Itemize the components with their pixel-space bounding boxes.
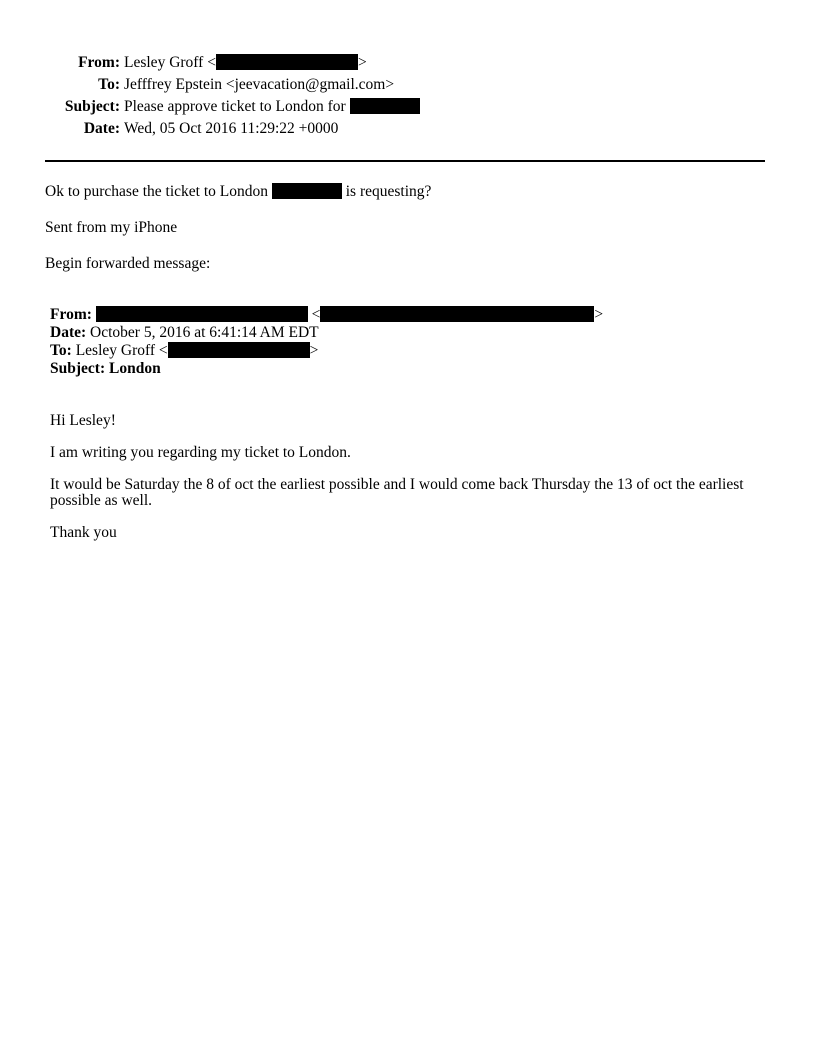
body-line-1 [45, 183, 431, 201]
redacted-sender-name [96, 306, 308, 322]
header-divider [45, 160, 765, 162]
forwarded-header [50, 306, 603, 378]
closing: Thank you [50, 524, 117, 541]
angle-close: > [594, 306, 604, 323]
angle-open: < [158, 342, 168, 359]
fwd-from-label: From: [50, 306, 92, 323]
greeting: Hi Lesley! [50, 412, 116, 429]
fwd-date-row [50, 324, 603, 342]
fwd-paragraph-1: I am writing you regarding my ticket to London. [50, 444, 351, 461]
fwd-paragraph-2: It would be Saturday the 8 of oct the earliest possible and I would come back Thursday the 13 of oct the earliest possible as well. [50, 476, 744, 509]
angle-close: > [357, 54, 367, 71]
from-name: Lesley Groff [124, 54, 204, 71]
redacted-email [216, 54, 358, 70]
fwd-subject-label: Subject: [50, 360, 106, 377]
fwd-date-label: Date: [50, 324, 87, 341]
from-label: From: [78, 54, 120, 71]
angle-open: < [207, 54, 216, 71]
body-line-1-start: Ok to purchase the ticket to London [45, 183, 268, 200]
subject-text: Please approve ticket to London for [124, 98, 346, 115]
from-value [124, 52, 420, 74]
fwd-to-name: Lesley Groff [75, 342, 156, 359]
fwd-date-value: October 5, 2016 at 6:41:14 AM EDT [90, 324, 319, 341]
fwd-from-row [50, 306, 603, 324]
redacted-name [350, 98, 420, 114]
redacted-email [168, 342, 310, 358]
body-line-1-end: is requesting? [345, 183, 432, 200]
angle-close: > [309, 342, 319, 359]
email-header [40, 52, 420, 140]
to-value: Jefffrey Epstein <jeevacation@gmail.com> [124, 76, 395, 93]
subject-label: Subject: [64, 98, 120, 115]
subject-value [124, 96, 420, 118]
fwd-subject-row [50, 360, 603, 378]
redacted-sender-email [320, 306, 594, 322]
date-value: Wed, 05 Oct 2016 11:29:22 +0000 [124, 120, 339, 137]
to-label: To: [98, 76, 120, 93]
fwd-to-label: To: [50, 342, 72, 359]
sent-from-line: Sent from my iPhone [45, 219, 178, 236]
fwd-to-row [50, 342, 603, 360]
begin-forwarded-line: Begin forwarded message: [45, 255, 211, 272]
date-label: Date: [83, 120, 120, 137]
redacted-name [272, 183, 342, 199]
angle-open: < [311, 306, 321, 323]
fwd-subject-value: London [108, 360, 161, 377]
